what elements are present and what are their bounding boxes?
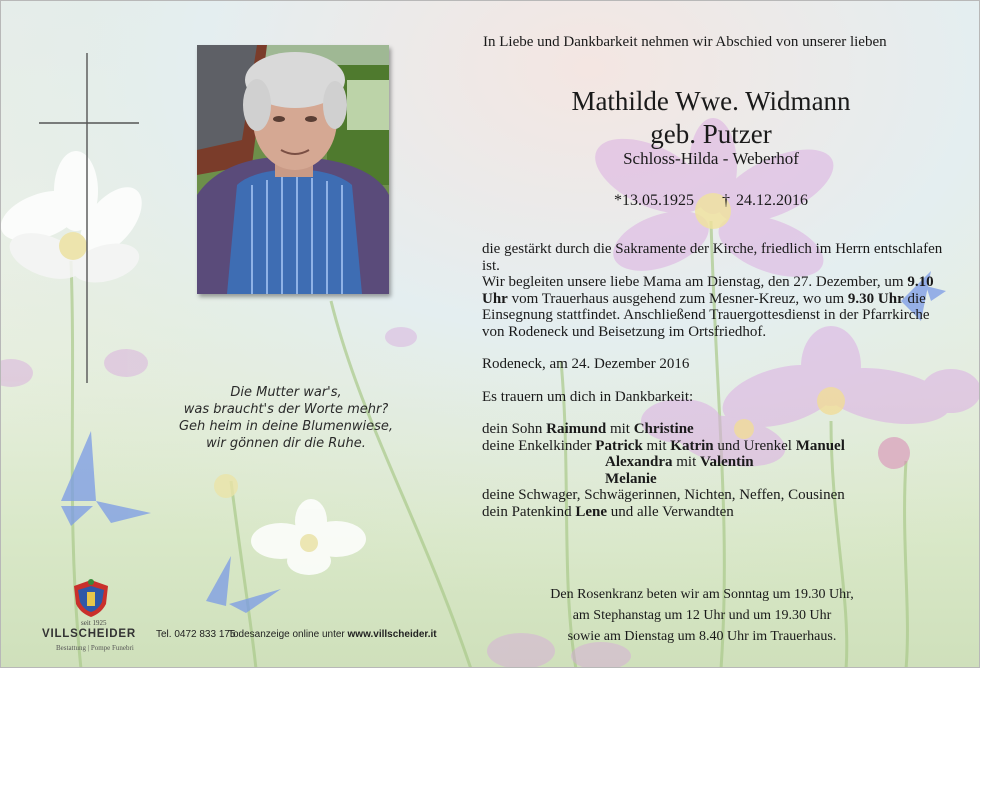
death-date: † 24.12.2016 bbox=[722, 192, 808, 209]
mourner-grandchildren-2: Alexandra mit Valentin bbox=[605, 454, 754, 470]
online-notice: Todesanzeige online unter www.villscheider.it bbox=[228, 629, 437, 640]
mourn-intro: Es trauern um dich in Dankbarkeit: bbox=[482, 388, 694, 405]
obituary-text bbox=[482, 241, 952, 520]
company-since: seit 1925 bbox=[81, 619, 107, 627]
birth-date: *13.05.1925 bbox=[614, 192, 694, 209]
mourner-grandchildren-3: Melanie bbox=[605, 470, 657, 487]
residence: Schloss-Hilda - Weberhof bbox=[623, 149, 799, 168]
funeral-paragraph: Wir begleiten unsere liebe Mama am Dienstag, den 27. Dezember, um 9.10 Uhr vom Trauerhaus ausgehend zum Mesner-Kreuz, wo um 9.30 Uhr die Einsegnung stattfindet. Anschließend Trauergottesdienst in der Pfarrkirche von Rodeneck und Beisetzung im Ortsfriedhof. bbox=[482, 274, 934, 340]
sacrament-paragraph: die gestärkt durch die Sakramente der Kirche, friedlich im Herrn entschlafen ist. bbox=[482, 241, 943, 274]
company-website-link[interactable]: www.villscheider.it bbox=[347, 629, 437, 640]
birth-name: geb. Putzer bbox=[650, 119, 772, 149]
poem bbox=[151, 384, 421, 452]
poem-line: was braucht's der Worte mehr? bbox=[183, 402, 389, 417]
company-name: VILLSCHEIDER bbox=[42, 628, 136, 640]
rosary-schedule bbox=[482, 584, 922, 647]
mourner-grandchildren: deine Enkelkinder Patrick mit Katrin und Urenkel Manuel bbox=[482, 437, 845, 454]
mourner-godchild: dein Patenkind Lene und alle Verwandten bbox=[482, 503, 734, 520]
rosary-line: Den Rosenkranz beten wir am Sonntag um 19.30 Uhr, bbox=[550, 587, 854, 602]
mourner-relatives: deine Schwager, Schwägerinnen, Nichten, Neffen, Cousinen bbox=[482, 487, 845, 503]
portrait-photo bbox=[197, 45, 389, 294]
rosary-line: am Stephanstag um 12 Uhr und um 19.30 Uhr bbox=[572, 608, 832, 623]
company-phone: Tel. 0472 833 175 bbox=[156, 629, 236, 640]
deceased-name: Mathilde Wwe. Widmann bbox=[571, 86, 851, 116]
company-crest-icon bbox=[68, 578, 114, 618]
cross-icon bbox=[39, 53, 139, 383]
date-line: Rodeneck, am 24. Dezember 2016 bbox=[482, 356, 690, 372]
company-subtitle: Bestattung | Pompe Funebri bbox=[56, 644, 134, 652]
mourner-son: dein Sohn Raimund mit Christine bbox=[482, 421, 694, 437]
rosary-line: sowie am Dienstag um 8.40 Uhr im Trauerhaus. bbox=[567, 629, 837, 644]
life-dates bbox=[501, 192, 921, 210]
poem-line: wir gönnen dir die Ruhe. bbox=[206, 436, 366, 451]
poem-line: Geh heim in deine Blumenwiese, bbox=[178, 419, 394, 434]
poem-line: Die Mutter war's, bbox=[230, 385, 342, 400]
intro-line: In Liebe und Dankbarkeit nehmen wir Abschied von unserer lieben bbox=[483, 34, 887, 50]
